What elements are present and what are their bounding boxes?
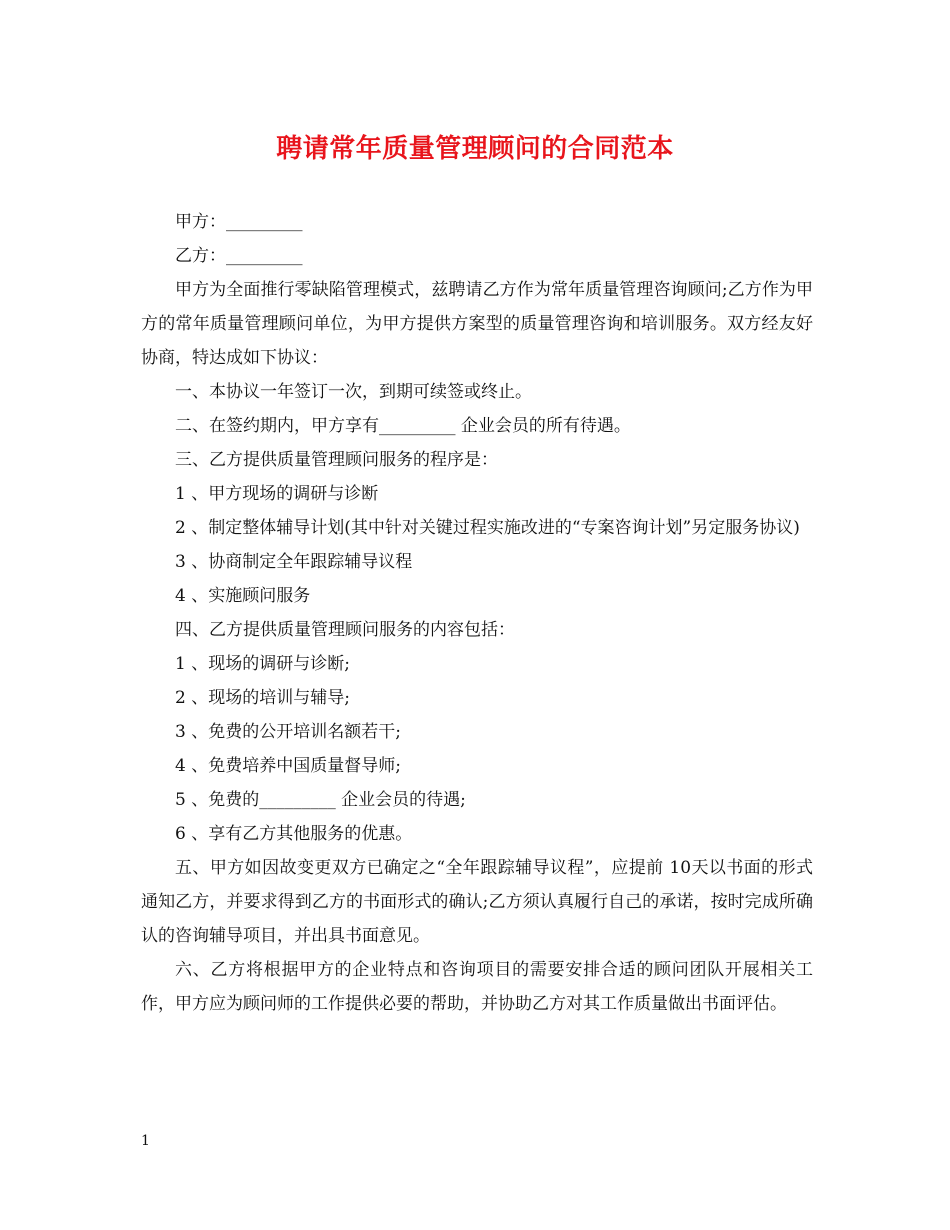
- party-a-line: 甲方：_________: [175, 212, 303, 232]
- clause-4-item-1: 1 、现场的调研与诊断;: [175, 654, 350, 674]
- clause-3-item-3: 3 、协商制定全年跟踪辅导议程: [175, 552, 413, 572]
- clause-2: 二、在签约期内，甲方享有_________ 企业会员的所有待遇。: [175, 416, 631, 436]
- clause-3-item-4: 4 、实施顾问服务: [175, 586, 311, 606]
- clause-4-item-2: 2 、现场的培训与辅导;: [175, 688, 350, 708]
- party-b-line: 乙方：_________: [175, 246, 303, 266]
- preamble-paragraph: 甲方为全面推行零缺陷管理模式，兹聘请乙方作为常年质量管理咨询顾问;乙方作为甲方的常年质量管理顾问单位，为甲方提供方案型的质量管理咨询和培训服务。双方经友好协商，特达成如下协议：: [141, 280, 813, 368]
- clause-4-item-3: 3 、免费的公开培训名额若干;: [175, 722, 401, 742]
- clause-3-item-1: 1 、甲方现场的调研与诊断: [175, 484, 379, 504]
- clause-3-heading: 三、乙方提供质量管理顾问服务的程序是：: [175, 450, 498, 470]
- clause-1: 一、本协议一年签订一次，到期可续签或终止。: [175, 382, 532, 402]
- page-number: 1: [141, 1133, 150, 1149]
- clause-4-item-5: 5 、免费的_________ 企业会员的待遇;: [175, 790, 466, 810]
- clause-4-item-4: 4 、免费培养中国质量督导师;: [175, 756, 401, 776]
- document-title: 聘请常年质量管理顾问的合同范本: [276, 134, 674, 164]
- document-body: [141, 205, 813, 1021]
- clause-6: 六、乙方将根据甲方的企业特点和咨询项目的需要安排合适的顾问团队开展相关工作，甲方应为顾问师的工作提供必要的帮助，并协助乙方对其工作质量做出书面评估。: [141, 960, 813, 1014]
- clause-4-heading: 四、乙方提供质量管理顾问服务的内容包括：: [175, 620, 515, 640]
- clause-3-item-2: 2 、制定整体辅导计划(其中针对关键过程实施改进的“专案咨询计划”另定服务协议): [175, 518, 800, 538]
- clause-4-item-6: 6 、享有乙方其他服务的优惠。: [175, 824, 413, 844]
- clause-5: 五、甲方如因故变更双方已确定之“全年跟踪辅导议程”，应提前 10天以书面的形式通知乙方，并要求得到乙方的书面形式的确认;乙方须认真履行自己的承诺，按时完成所确认的咨询辅导项目，并出具书面意见。: [141, 858, 813, 946]
